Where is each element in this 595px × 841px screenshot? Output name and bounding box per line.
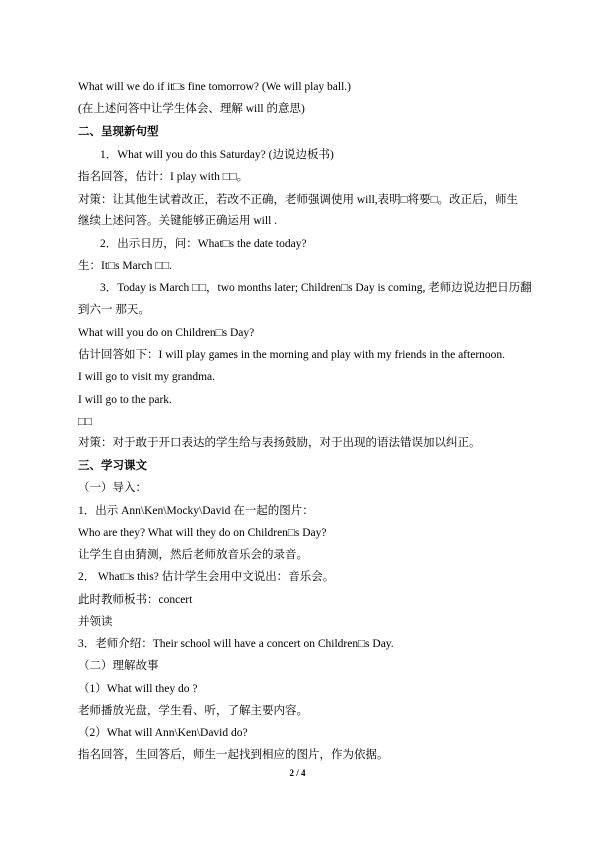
subsection-heading: （二）理解故事 [78,660,159,672]
text-line: 此时教师板书：concert [78,594,193,606]
text-line: 2．出示日历，问：What□s the date today? [100,238,307,250]
page-number: 2 / 4 [289,768,306,778]
text-line: □□ [78,416,92,428]
text-line: What will you do on Children□s Day? [78,327,255,339]
text-line: 指名回答，生回答后，师生一起找到相应的图片，作为依据。 [78,749,389,761]
text-line: （1）What will they do ? [78,683,198,695]
text-line: 估计回答如下：I will play games in the morning and play with my friends in the afternoon. [78,349,506,361]
section-heading: 三、学习课文 [78,460,147,472]
text-line: I will go to the park. [78,394,172,406]
text-line: 对策：对于敢于开口表达的学生给与表扬鼓励，对于出现的语法错误加以纠正。 [78,437,481,449]
text-line: 3．Today is March □□，two months later; Children□s Day is coming, 老师边说边把日历翻 [100,282,532,294]
text-line: I will go to visit my grandma. [78,371,216,383]
text-line: 对策：让其他生试着改正，若改不正确，老师强调使用 will,表明□将要□。改正后，师生 [78,194,519,206]
text-line: (在上述问答中让学生体会、理解 will 的意思) [78,103,305,115]
text-line: 1．What will you do this Saturday? (边说边板书) [100,149,334,161]
text-line: 并领读 [78,616,113,628]
text-line: 让学生自由猜测，然后老师放音乐会的录音。 [78,549,308,561]
text-line: 老师播放光盘，学生看、听，了解主要内容。 [78,705,308,717]
text-line: What will we do if it□s fine tomorrow? (We will play ball.) [78,81,352,93]
subsection-heading: （一）导入： [78,482,147,494]
text-line: 指名回答，估计：I play with □□。 [78,171,249,183]
text-line: 3．老师介绍：Their school will have a concert on Children□s Day. [78,638,394,650]
text-line: 2． What□s this? 估计学生会用中文说出：音乐会。 [78,571,335,583]
text-line: （2）What will Ann\Ken\David do? [78,727,248,739]
text-line: 到六一 那天。 [78,304,150,316]
text-line: 生：It□s March □□. [78,260,172,272]
section-heading: 二、呈现新句型 [78,126,159,138]
text-line: 1．出示 Ann\Ken\Mocky\David 在一起的图片： [78,505,314,517]
text-line: 继续上述问答。关键能够正确运用 will . [78,215,278,227]
text-line: Who are they? What will they do on Children□s Day? [78,527,327,539]
